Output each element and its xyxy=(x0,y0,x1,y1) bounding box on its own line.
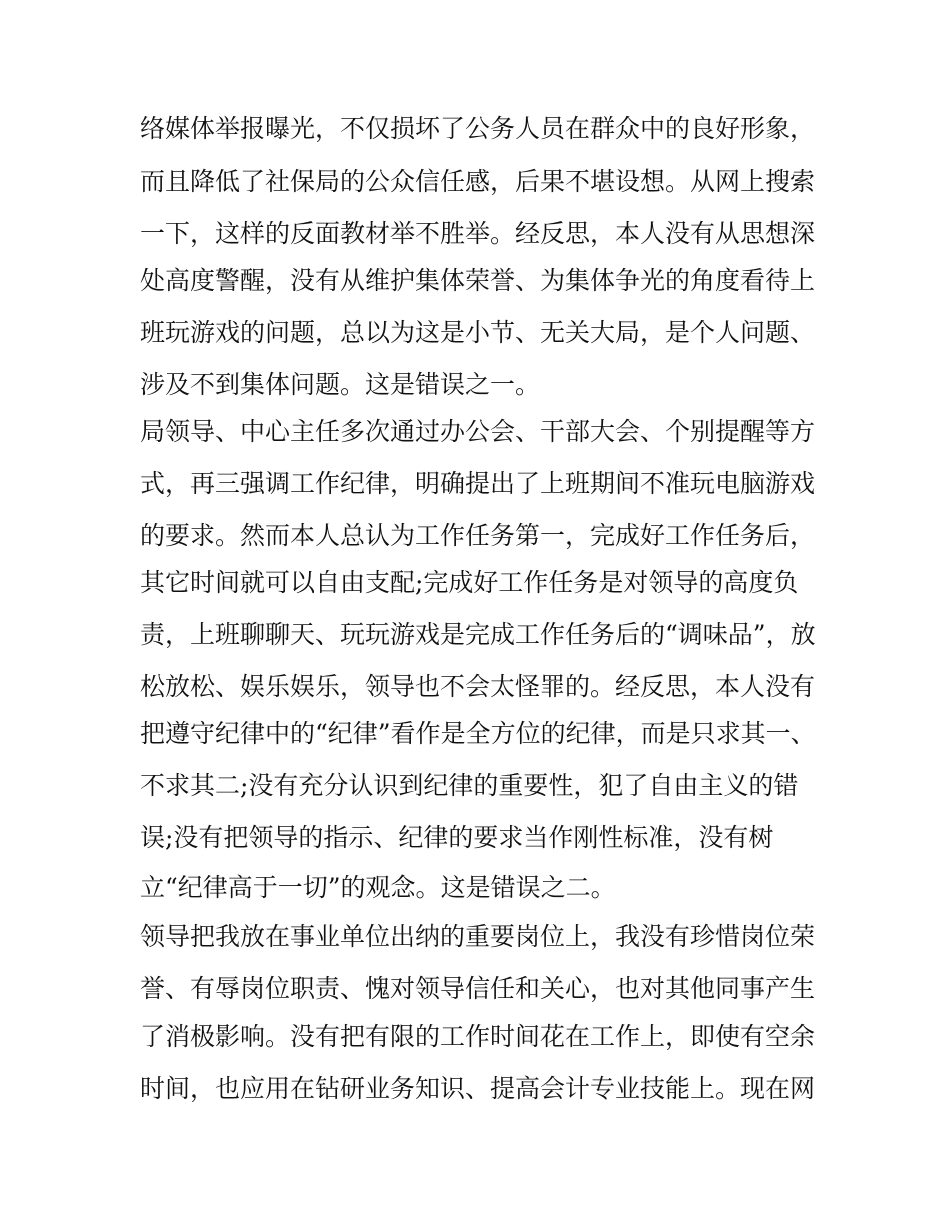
text-line: 处高度警醒，没有从维护集体荣誉、为集体争光的角度看待上 xyxy=(140,266,816,295)
text-line: 班玩游戏的问题，总以为这是小节、无关大局，是个人问题、 xyxy=(140,318,816,347)
text-line: 局领导、中心主任多次通过办公会、干部大会、个别提醒等方 xyxy=(140,417,816,446)
text-line: 而且降低了社保局的公众信任感，后果不堪设想。从网上搜索 xyxy=(140,167,816,196)
text-line: 一下，这样的反面教材举不胜举。经反思，本人没有从思想深 xyxy=(140,219,816,248)
text-line: 把遵守纪律中的“纪律”看作是全方位的纪律，而是只求其一、 xyxy=(140,719,816,748)
text-line: 时间，也应用在钻研业务知识、提高会计专业技能上。现在网 xyxy=(140,1074,816,1103)
text-line: 误;没有把领导的指示、纪律的要求当作刚性标准，没有树 xyxy=(140,823,774,852)
text-line: 责，上班聊聊天、玩玩游戏是完成工作任务后的“调味品”，放 xyxy=(140,620,816,649)
text-line: 领导把我放在事业单位出纳的重要岗位上，我没有珍惜岗位荣 xyxy=(140,922,816,951)
text-line: 的要求。然而本人总认为工作任务第一，完成好工作任务后， xyxy=(140,521,816,550)
text-line: 不求其二;没有充分认识到纪律的重要性，犯了自由主义的错 xyxy=(140,771,799,800)
text-line: 誉、有辱岗位职责、愧对领导信任和关心，也对其他同事产生 xyxy=(140,974,816,1003)
text-line: 松放松、娱乐娱乐，领导也不会太怪罪的。经反思，本人没有 xyxy=(140,672,816,701)
text-line: 涉及不到集体问题。这是错误之一。 xyxy=(140,370,541,399)
text-line: 式，再三强调工作纪律，明确提出了上班期间不准玩电脑游戏 xyxy=(140,469,816,498)
text-line: 了消极影响。没有把有限的工作时间花在工作上，即使有空余 xyxy=(140,1022,816,1051)
text-line: 其它时间就可以自由支配;完成好工作任务是对领导的高度负 xyxy=(140,568,799,597)
text-line: 络媒体举报曝光，不仅损坏了公务人员在群众中的良好形象， xyxy=(140,114,816,143)
text-line: 立“纪律高于一切”的观念。这是错误之二。 xyxy=(140,873,616,902)
